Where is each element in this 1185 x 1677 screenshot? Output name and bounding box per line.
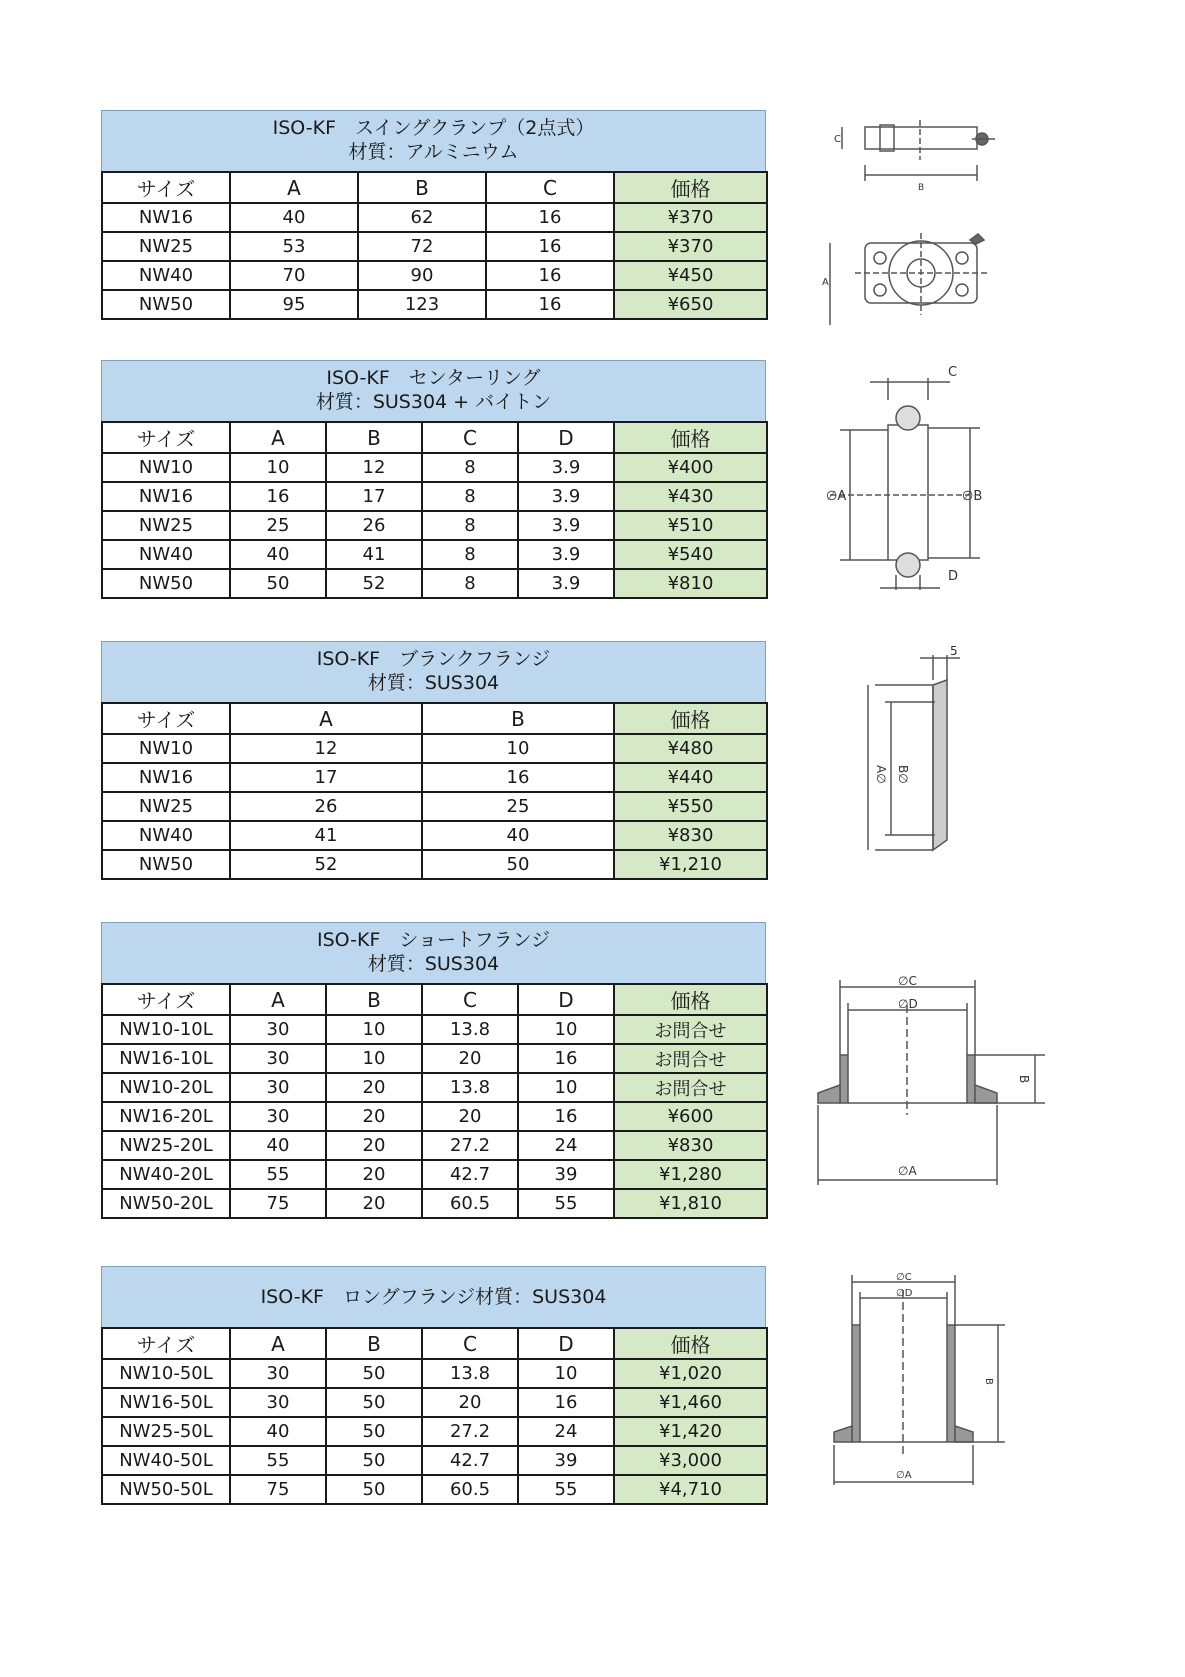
section-title <box>101 641 766 702</box>
value-cell: 95 <box>230 290 358 319</box>
table-row <box>102 1388 767 1417</box>
table-row <box>102 1073 767 1102</box>
value-cell: 41 <box>326 540 422 569</box>
section-title <box>101 922 766 983</box>
price-cell: お問合せ <box>614 1015 767 1044</box>
value-cell: 16 <box>486 232 614 261</box>
price-cell: ¥1,210 <box>614 850 767 879</box>
price-cell: ¥4,710 <box>614 1475 767 1504</box>
long-flange-section <box>101 1266 766 1505</box>
value-cell: 20 <box>326 1102 422 1131</box>
price-header: 価格 <box>614 703 767 734</box>
price-cell: ¥370 <box>614 203 767 232</box>
table-row <box>102 1446 767 1475</box>
value-cell: 40 <box>230 203 358 232</box>
value-cell: 26 <box>230 792 422 821</box>
spec-table <box>101 702 768 880</box>
table-header-row <box>102 172 767 203</box>
value-cell: 50 <box>326 1359 422 1388</box>
price-cell: ¥510 <box>614 511 767 540</box>
dim-a: A <box>822 277 829 288</box>
price-cell: お問合せ <box>614 1073 767 1102</box>
column-header: サイズ <box>102 984 230 1015</box>
price-cell: ¥550 <box>614 792 767 821</box>
value-cell: 10 <box>326 1015 422 1044</box>
value-cell: 26 <box>326 511 422 540</box>
title-line-2: 材質：SUS304 + バイトン <box>315 391 552 413</box>
size-cell: NW40 <box>102 261 230 290</box>
price-cell: ¥1,420 <box>614 1417 767 1446</box>
size-cell: NW40 <box>102 540 230 569</box>
value-cell: 10 <box>422 734 614 763</box>
value-cell: 39 <box>518 1446 614 1475</box>
column-header: サイズ <box>102 422 230 453</box>
dim-d: ∅D <box>898 997 918 1011</box>
table-row <box>102 763 767 792</box>
value-cell: 30 <box>230 1073 326 1102</box>
size-cell: NW10 <box>102 453 230 482</box>
value-cell: 16 <box>486 261 614 290</box>
column-header: C <box>422 1328 518 1359</box>
value-cell: 20 <box>326 1189 422 1218</box>
value-cell: 16 <box>422 763 614 792</box>
table-row <box>102 792 767 821</box>
size-cell: NW16-20L <box>102 1102 230 1131</box>
value-cell: 123 <box>358 290 486 319</box>
value-cell: 60.5 <box>422 1189 518 1218</box>
price-header: 価格 <box>614 172 767 203</box>
dim-c: C <box>948 365 958 380</box>
section-title <box>101 1266 766 1327</box>
spec-table <box>101 421 768 599</box>
size-cell: NW25-20L <box>102 1131 230 1160</box>
short-flange-section <box>101 922 766 1219</box>
column-header: C <box>422 984 518 1015</box>
value-cell: 3.9 <box>518 453 614 482</box>
dim-a: ∅A <box>898 1164 917 1178</box>
section-title <box>101 110 766 171</box>
value-cell: 12 <box>230 734 422 763</box>
value-cell: 50 <box>230 569 326 598</box>
price-cell: ¥540 <box>614 540 767 569</box>
size-cell: NW40 <box>102 821 230 850</box>
size-cell: NW50-50L <box>102 1475 230 1504</box>
price-cell: ¥430 <box>614 482 767 511</box>
table-row <box>102 453 767 482</box>
value-cell: 75 <box>230 1475 326 1504</box>
value-cell: 3.9 <box>518 569 614 598</box>
column-header: A <box>230 422 326 453</box>
price-cell: ¥3,000 <box>614 1446 767 1475</box>
value-cell: 50 <box>326 1417 422 1446</box>
value-cell: 42.7 <box>422 1446 518 1475</box>
table-row <box>102 821 767 850</box>
value-cell: 16 <box>230 482 326 511</box>
price-cell: ¥450 <box>614 261 767 290</box>
value-cell: 27.2 <box>422 1131 518 1160</box>
column-header: D <box>518 984 614 1015</box>
value-cell: 55 <box>518 1189 614 1218</box>
blank-flange-drawing-icon <box>855 640 975 865</box>
price-cell: ¥400 <box>614 453 767 482</box>
title-line-2: 材質：SUS304 <box>367 953 500 975</box>
table-header-row <box>102 703 767 734</box>
size-cell: NW16-50L <box>102 1388 230 1417</box>
spec-table <box>101 171 768 320</box>
dim-5: 5 <box>950 644 958 658</box>
price-cell: ¥1,280 <box>614 1160 767 1189</box>
size-cell: NW50 <box>102 569 230 598</box>
price-cell: ¥480 <box>614 734 767 763</box>
value-cell: 30 <box>230 1388 326 1417</box>
value-cell: 10 <box>326 1044 422 1073</box>
value-cell: 50 <box>326 1388 422 1417</box>
value-cell: 17 <box>230 763 422 792</box>
table-row <box>102 261 767 290</box>
value-cell: 16 <box>518 1388 614 1417</box>
column-header: サイズ <box>102 1328 230 1359</box>
value-cell: 20 <box>422 1044 518 1073</box>
value-cell: 8 <box>422 569 518 598</box>
table-row <box>102 1417 767 1446</box>
column-header: D <box>518 1328 614 1359</box>
size-cell: NW10-10L <box>102 1015 230 1044</box>
size-cell: NW16 <box>102 482 230 511</box>
short-flange-drawing-icon <box>810 975 1050 1195</box>
size-cell: NW16 <box>102 763 230 792</box>
value-cell: 27.2 <box>422 1417 518 1446</box>
column-header: サイズ <box>102 172 230 203</box>
value-cell: 20 <box>326 1131 422 1160</box>
value-cell: 52 <box>326 569 422 598</box>
value-cell: 20 <box>326 1160 422 1189</box>
table-row <box>102 511 767 540</box>
price-cell: ¥1,020 <box>614 1359 767 1388</box>
value-cell: 13.8 <box>422 1015 518 1044</box>
value-cell: 30 <box>230 1359 326 1388</box>
size-cell: NW50 <box>102 850 230 879</box>
price-header: 価格 <box>614 1328 767 1359</box>
value-cell: 62 <box>358 203 486 232</box>
table-header-row <box>102 984 767 1015</box>
value-cell: 24 <box>518 1131 614 1160</box>
size-cell: NW40-50L <box>102 1446 230 1475</box>
size-cell: NW10-50L <box>102 1359 230 1388</box>
price-cell: ¥650 <box>614 290 767 319</box>
table-row <box>102 290 767 319</box>
value-cell: 3.9 <box>518 482 614 511</box>
value-cell: 50 <box>422 850 614 879</box>
spec-table <box>101 983 768 1219</box>
table-row <box>102 1102 767 1131</box>
table-row <box>102 569 767 598</box>
value-cell: 40 <box>230 1417 326 1446</box>
size-cell: NW16 <box>102 203 230 232</box>
size-cell: NW10-20L <box>102 1073 230 1102</box>
size-cell: NW10 <box>102 734 230 763</box>
title-line-2: 材質：SUS304 <box>367 672 500 694</box>
blank-flange-section <box>101 641 766 880</box>
value-cell: 10 <box>518 1015 614 1044</box>
dim-a: ∅A <box>896 1470 912 1481</box>
column-header: B <box>326 1328 422 1359</box>
dim-b: B <box>918 183 925 193</box>
title-line-1: ISO-KF ブランクフランジ <box>316 648 551 670</box>
value-cell: 16 <box>486 290 614 319</box>
dim-b: B <box>983 1378 994 1385</box>
title-line-1: ISO-KF ロングフランジ材質：SUS304 <box>260 1286 607 1308</box>
dim-c: C <box>834 134 841 145</box>
title-line-1: ISO-KF スイングクランプ（2点式） <box>272 117 595 139</box>
value-cell: 75 <box>230 1189 326 1218</box>
column-header: B <box>326 422 422 453</box>
price-cell: お問合せ <box>614 1044 767 1073</box>
table-row <box>102 203 767 232</box>
column-header: A <box>230 172 358 203</box>
value-cell: 16 <box>518 1044 614 1073</box>
size-cell: NW40-20L <box>102 1160 230 1189</box>
table-row <box>102 232 767 261</box>
value-cell: 40 <box>230 1131 326 1160</box>
dim-b: ∅B <box>962 489 983 504</box>
column-header: B <box>326 984 422 1015</box>
size-cell: NW50 <box>102 290 230 319</box>
table-row <box>102 540 767 569</box>
table-header-row <box>102 422 767 453</box>
value-cell: 39 <box>518 1160 614 1189</box>
size-cell: NW25 <box>102 792 230 821</box>
value-cell: 10 <box>230 453 326 482</box>
value-cell: 16 <box>518 1102 614 1131</box>
value-cell: 20 <box>326 1073 422 1102</box>
value-cell: 13.8 <box>422 1073 518 1102</box>
center-ring-drawing-icon <box>810 360 1010 590</box>
center-ring-section <box>101 360 766 599</box>
value-cell: 42.7 <box>422 1160 518 1189</box>
table-row <box>102 1359 767 1388</box>
value-cell: 50 <box>326 1475 422 1504</box>
column-header: B <box>358 172 486 203</box>
price-cell: ¥830 <box>614 1131 767 1160</box>
table-row <box>102 1131 767 1160</box>
dim-d: D <box>948 569 959 584</box>
table-row <box>102 1189 767 1218</box>
value-cell: 55 <box>230 1446 326 1475</box>
spec-table <box>101 1327 768 1505</box>
value-cell: 13.8 <box>422 1359 518 1388</box>
value-cell: 17 <box>326 482 422 511</box>
table-row <box>102 1044 767 1073</box>
dim-b: B∅ <box>896 765 910 784</box>
value-cell: 8 <box>422 482 518 511</box>
value-cell: 90 <box>358 261 486 290</box>
value-cell: 30 <box>230 1044 326 1073</box>
dim-b: B <box>1017 1075 1031 1084</box>
value-cell: 10 <box>518 1359 614 1388</box>
column-header: サイズ <box>102 703 230 734</box>
value-cell: 3.9 <box>518 540 614 569</box>
price-header: 価格 <box>614 984 767 1015</box>
value-cell: 3.9 <box>518 511 614 540</box>
section-title <box>101 360 766 421</box>
price-cell: ¥1,810 <box>614 1189 767 1218</box>
value-cell: 8 <box>422 511 518 540</box>
value-cell: 55 <box>230 1160 326 1189</box>
column-header: C <box>422 422 518 453</box>
value-cell: 24 <box>518 1417 614 1446</box>
value-cell: 40 <box>230 540 326 569</box>
value-cell: 16 <box>486 203 614 232</box>
size-cell: NW25 <box>102 232 230 261</box>
price-cell: ¥1,460 <box>614 1388 767 1417</box>
table-header-row <box>102 1328 767 1359</box>
table-row <box>102 850 767 879</box>
column-header: A <box>230 1328 326 1359</box>
table-row <box>102 734 767 763</box>
value-cell: 50 <box>326 1446 422 1475</box>
value-cell: 72 <box>358 232 486 261</box>
value-cell: 52 <box>230 850 422 879</box>
price-cell: ¥440 <box>614 763 767 792</box>
table-row <box>102 1015 767 1044</box>
value-cell: 8 <box>422 540 518 569</box>
dim-d: ∅D <box>896 1288 913 1299</box>
size-cell: NW16-10L <box>102 1044 230 1073</box>
dim-c: ∅C <box>896 1272 912 1283</box>
value-cell: 20 <box>422 1102 518 1131</box>
dim-c: ∅C <box>898 975 917 988</box>
column-header: C <box>486 172 614 203</box>
column-header: D <box>518 422 614 453</box>
table-row <box>102 1475 767 1504</box>
title-line-1: ISO-KF ショートフランジ <box>317 929 550 951</box>
dim-a: A∅ <box>874 765 888 784</box>
column-header: A <box>230 703 422 734</box>
price-cell: ¥810 <box>614 569 767 598</box>
value-cell: 20 <box>422 1388 518 1417</box>
value-cell: 40 <box>422 821 614 850</box>
column-header: A <box>230 984 326 1015</box>
value-cell: 53 <box>230 232 358 261</box>
price-header: 価格 <box>614 422 767 453</box>
title-line-1: ISO-KF センターリング <box>326 367 541 389</box>
title-line-2: 材質：アルミニウム <box>348 141 519 163</box>
value-cell: 60.5 <box>422 1475 518 1504</box>
value-cell: 8 <box>422 453 518 482</box>
value-cell: 25 <box>422 792 614 821</box>
swing-clamp-section <box>101 110 766 320</box>
price-cell: ¥370 <box>614 232 767 261</box>
price-cell: ¥600 <box>614 1102 767 1131</box>
value-cell: 25 <box>230 511 326 540</box>
price-cell: ¥830 <box>614 821 767 850</box>
value-cell: 30 <box>230 1015 326 1044</box>
long-flange-drawing-icon <box>820 1270 1020 1495</box>
value-cell: 30 <box>230 1102 326 1131</box>
swing-clamp-drawing-icon <box>820 115 1020 335</box>
size-cell: NW50-20L <box>102 1189 230 1218</box>
value-cell: 12 <box>326 453 422 482</box>
value-cell: 70 <box>230 261 358 290</box>
size-cell: NW25 <box>102 511 230 540</box>
value-cell: 41 <box>230 821 422 850</box>
value-cell: 55 <box>518 1475 614 1504</box>
dim-a: ∅A <box>826 489 847 504</box>
size-cell: NW25-50L <box>102 1417 230 1446</box>
table-row <box>102 482 767 511</box>
value-cell: 10 <box>518 1073 614 1102</box>
column-header: B <box>422 703 614 734</box>
table-row <box>102 1160 767 1189</box>
